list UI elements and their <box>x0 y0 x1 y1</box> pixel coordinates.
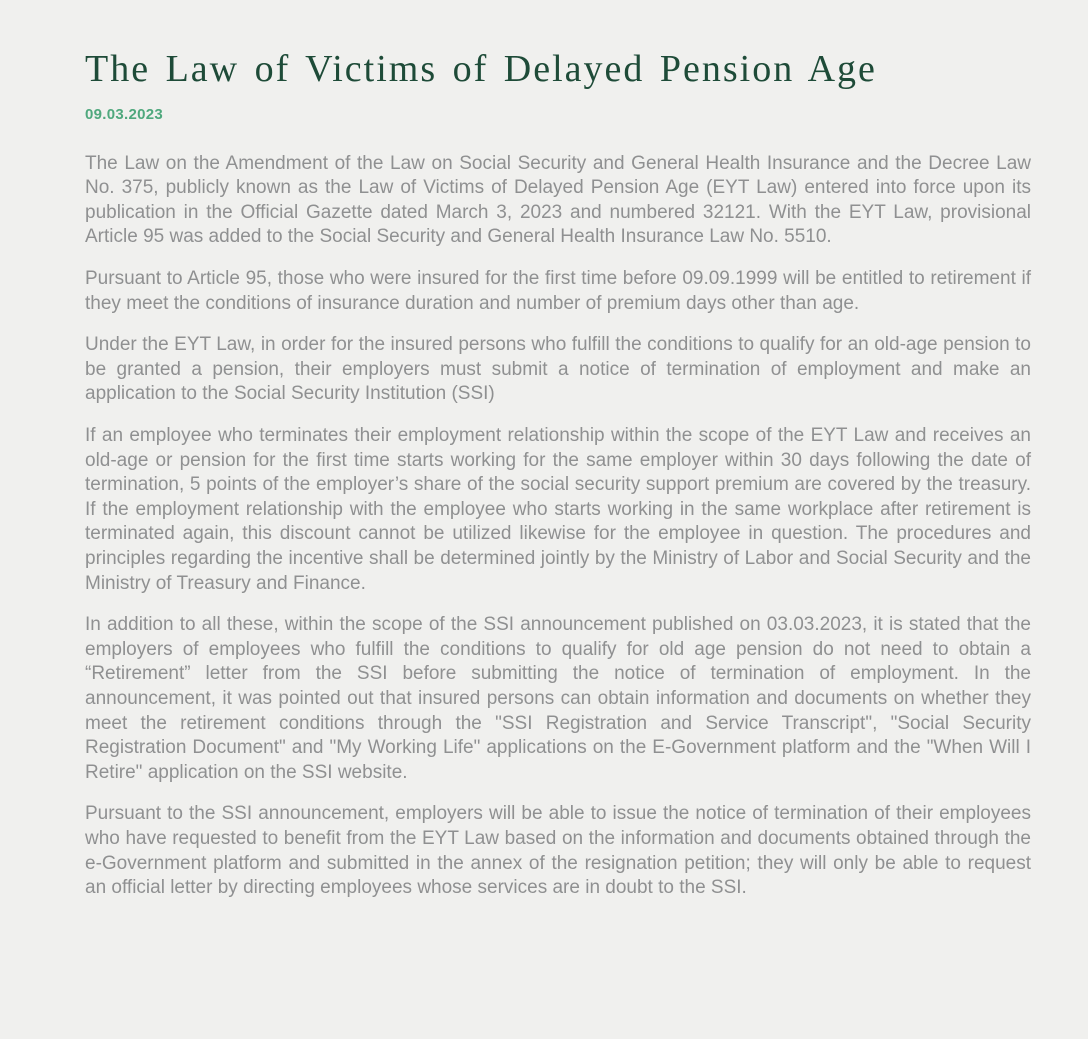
paragraph-termination-incentive: If an employee who terminates their employment relationship within the scope of the EYT Law and receives an old-age or pension for the first time starts working for the same employer within 30 days following the date of termination, 5 points of the employer’s share of the social security support premium are covered by the treasury. If the employment relationship with the employee who starts working in the same workplace after retirement is terminated again, this discount cannot be utilized likewise for the employee in question. The procedures and principles regarding the incentive shall be determined jointly by the Ministry of Labor and Social Security and the Ministry of Treasury and Finance. <box>85 425 1031 594</box>
publish-date: 09.03.2023 <box>85 105 164 123</box>
paragraph-eyt-law-conditions: Under the EYT Law, in order for the insured persons who fulfill the conditions to qualify for an old-age pension to be granted a pension, their employers must submit a notice of termination of employment and make an application to the Social Security Institution (SSI) <box>85 334 1031 405</box>
paragraph-employer-notice: Pursuant to the SSI announcement, employers will be able to issue the notice of termination of their employees who have requested to benefit from the EYT Law based on the information and documents obtained through the e-Government platform and submitted in the annex of the resignation petition; they will only be able to request an official letter by directing employees whose services are in doubt to the SSI. <box>85 803 1031 899</box>
article-body <box>85 152 1031 901</box>
page-title: The Law of Victims of Delayed Pension Age <box>85 48 877 90</box>
paragraph-article-95: Pursuant to Article 95, those who were insured for the first time before 09.09.1999 will be entitled to retirement if they meet the conditions of insurance duration and number of premium days other than age. <box>85 268 1031 314</box>
paragraph-ssi-announcement: In addition to all these, within the scope of the SSI announcement published on 03.03.2023, it is stated that the employers of employees who fulfill the conditions to qualify for old age pension do not need to obtain a “Retirement” letter from the SSI before submitting the notice of termination of employment. In the announcement, it was pointed out that insured persons can obtain information and documents on whether they meet the retirement conditions through the "SSI Registration and Service Transcript", "Social Security Registration Document" and "My Working Life" applications on the E-Government platform and the "When Will I Retire" application on the SSI website. <box>85 614 1031 783</box>
paragraph-law-amendment: The Law on the Amendment of the Law on Social Security and General Health Insurance and the Decree Law No. 375, publicly known as the Law of Victims of Delayed Pension Age (EYT Law) entered into force upon its publication in the Official Gazette dated March 3, 2023 and numbered 32121. With the EYT Law, provisional Article 95 was added to the Social Security and General Health Insurance Law No. 5510. <box>85 152 1031 248</box>
